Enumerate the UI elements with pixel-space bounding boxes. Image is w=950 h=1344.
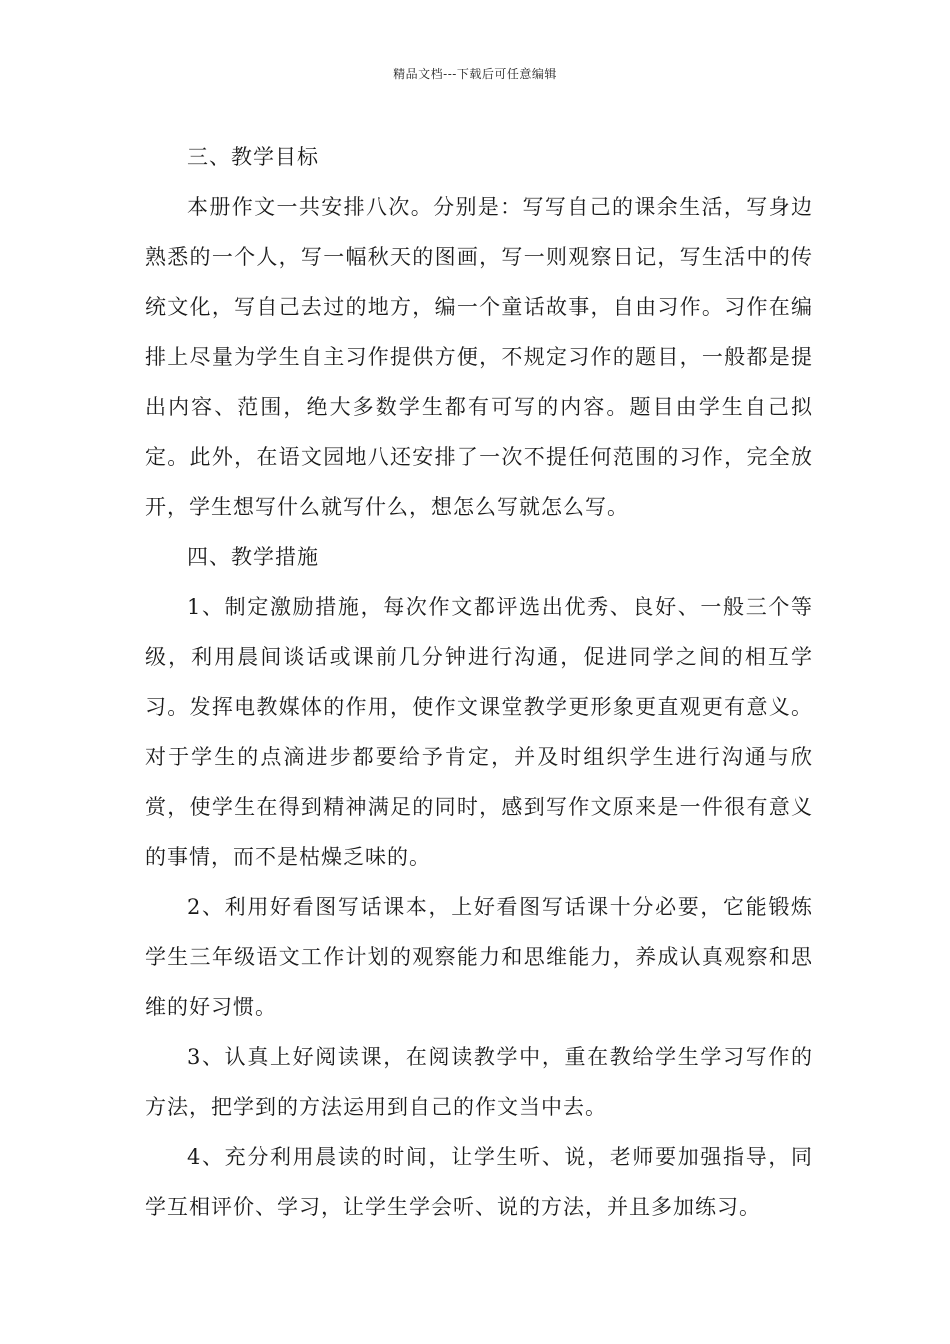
page-header: 精品文档---下载后可任意编辑 (393, 67, 557, 81)
paragraph-composition-plan: 本册作文一共安排八次。分别是：写写自己的课余生活，写身边熟悉的一个人，写一幅秋天的图画，写一则观察日记，写生活中的传统文化，写自己去过的地方，编一个童话故事，自由习作。习作在编排上尽量为学生自主习作提供方便，不规定习作的题目，一般都是提出内容、范围，绝大多数学生都有可写的内容。题目由学生自己拟定。此外，在语文园地八还安排了一次不提任何范围的习作，完全放开，学生想写什么就写什么，想怎么写就怎么写。 (145, 195, 813, 519)
paragraph-measure-4: 4、充分利用晨读的时间，让学生听、说，老师要加强指导，同学互相评价、学习，让学生学会听、说的方法，并且多加练习。 (145, 1145, 813, 1219)
paragraph-measure-1: 1、制定激励措施，每次作文都评选出优秀、良好、一般三个等级，利用晨间谈话或课前几分钟进行沟通，促进同学之间的相互学习。发挥电教媒体的作用，使作文课堂教学更形象更直观更有意义。对于学生的点滴进步都要给予肯定，并及时组织学生进行沟通与欣赏，使学生在得到精神满足的同时，感到写作文原来是一件很有意义的事情，而不是枯燥乏味的。 (145, 595, 813, 869)
section-heading-teaching-measures: 四、教学措施 (187, 545, 319, 569)
document-body (145, 132, 813, 1232)
section-heading-teaching-goals: 三、教学目标 (187, 145, 319, 169)
paragraph-measure-3: 3、认真上好阅读课，在阅读教学中，重在教给学生学习写作的方法，把学到的方法运用到自己的作文当中去。 (145, 1045, 813, 1119)
paragraph-measure-2: 2、利用好看图写话课本，上好看图写话课十分必要，它能锻炼学生三年级语文工作计划的观察能力和思维能力，养成认真观察和思维的好习惯。 (145, 895, 813, 1019)
